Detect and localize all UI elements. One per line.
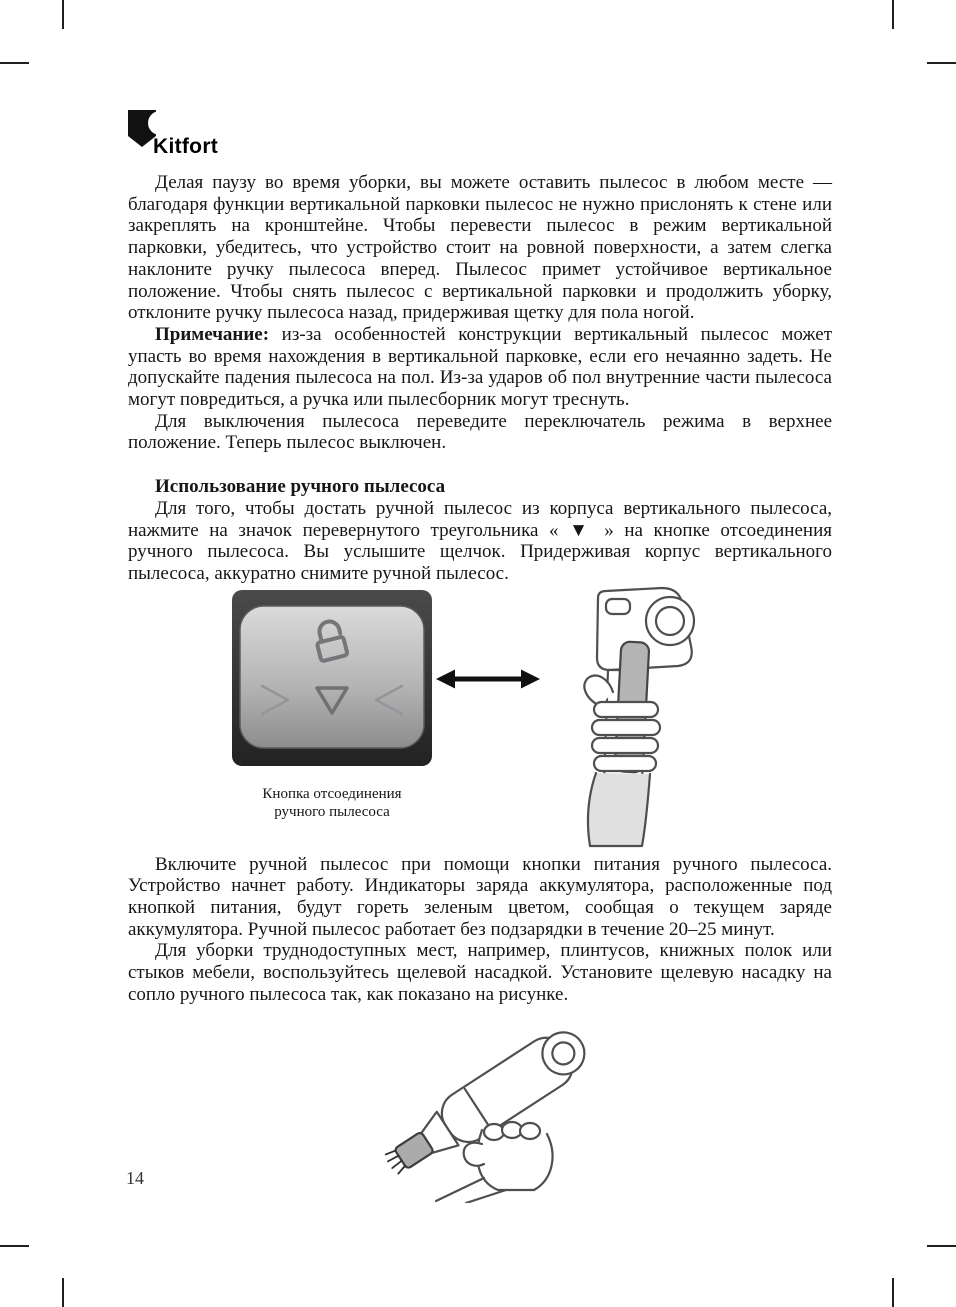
paragraph-detach-instructions: Для того, чтобы достать ручной пылесос из корпуса вертикального пылесоса, нажмите на значок перевернутого треугольника « ▼ » на кнопке отсоединения ручного пылесоса. Вы услышите щелчок. Придерживая корпус вертикального пылесоса, аккуратно снимите ручной пылесос. [128,497,832,584]
note-body: из-за особенностей конструкции вертикальный пылесос может упасть во время нахождения в вертикальной парковке, если его нечаянно задеть. Не допускайте падения пылесоса на пол. Из-за ударов об пол внутренние части пылесоса могут повредиться, а ручка или пылесборник могут треснуть. [128,323,832,411]
paragraph-power-off: Для выключения пылесоса переведите переключатель режима в верхнее положение. Теперь пылесос выключен. [128,410,832,454]
figure-crevice-nozzle [366,1018,832,1208]
figure1-caption-line2: ручного пылесоса [274,804,390,821]
detach-button-face [240,606,424,748]
hand-removing-handheld-illustration [544,586,729,848]
crop-mark-top-right-h [927,62,956,64]
crop-mark-bottom-right-v [892,1278,894,1307]
section-title-handheld-use: Использование ручного пылесоса [155,476,446,498]
detach-button-block [232,590,432,822]
crop-mark-top-left-h [0,62,29,64]
detach-button-photo [232,590,432,766]
paragraph-crevice-nozzle: Для уборки труднодоступных мест, например, плинтусов, книжных полок или стыков мебели, воспользуйтесь щелевой насадкой. Установите щелевую насадку на сопло ручного пылесоса так, как показано на рисунке. [128,940,832,1005]
crop-mark-top-left-v [62,0,64,29]
note-label: Примечание: [155,323,270,345]
page-number: 14 [126,1168,144,1188]
kitfort-logo-text: Kitfort [153,135,219,158]
figure1-caption-line1: Кнопка отсоединения [262,785,402,802]
hand-with-crevice-nozzle-illustration [366,1018,616,1203]
paragraph-vertical-parking: Делая паузу во время уборки, вы можете оставить пылесос в любом месте — благодаря функции вертикальной парковки пылесос не нужно прислонять к стене или закреплять на кронштейне. Чтобы перевести пылесос в режим вертикальной парковки, убедитесь, что устройство стоит на ровной поверхности, а затем слегка наклоните ручку пылесоса вперед. Пылесос примет устойчивое вертикальное положение. Чтобы снять пылесос с вертикальной парковки и продолжить уборку, отклоните ручку пылесоса назад, придерживая щетку для пола ногой. [128,172,832,324]
double-arrow-icon [436,666,540,692]
figure1-caption [232,785,432,822]
crop-mark-top-right-v [892,0,894,29]
article-content [128,172,832,1208]
crop-mark-bottom-left-h [0,1245,29,1247]
crop-mark-bottom-left-v [62,1278,64,1307]
paragraph-power-on: Включите ручной пылесос при помощи кнопки питания ручного пылесоса. Устройство начнет работу. Индикаторы заряда аккумулятора, расположенные под кнопкой питания, будут гореть зеленым цветом, сообщая о текущем заряде аккумулятора. Ручной пылесос работает без подзарядки в течение 20–25 минут. [128,853,832,940]
crop-mark-bottom-right-h [927,1245,956,1247]
paragraph-note [128,324,832,411]
figure-detach-button [232,590,832,848]
